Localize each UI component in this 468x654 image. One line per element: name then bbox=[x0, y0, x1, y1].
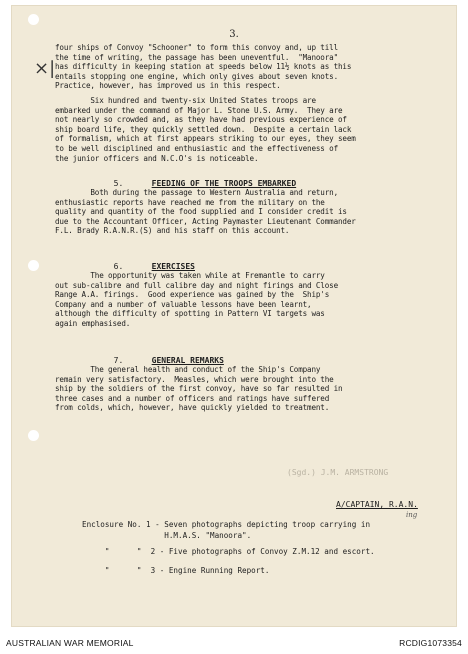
page-number: 3. bbox=[229, 29, 239, 40]
text-line: three cases and a number of officers and ratings have suffered bbox=[55, 393, 330, 403]
punch-hole bbox=[28, 430, 39, 441]
punch-hole bbox=[28, 14, 39, 25]
text-line: the time of writing, the passage has been uneventful. "Manoora" bbox=[55, 52, 338, 62]
signature-stamp: (Sgd.) J.M. ARMSTRONG bbox=[287, 468, 389, 477]
section-title: GENERAL REMARKS bbox=[151, 356, 224, 365]
footer-archive-name: AUSTRALIAN WAR MEMORIAL bbox=[6, 638, 134, 648]
section-number: 7. bbox=[113, 356, 124, 365]
section-number: 5. bbox=[113, 179, 124, 188]
section-6-body bbox=[55, 271, 435, 329]
signature-title: A/CAPTAIN, R.A.N. bbox=[336, 500, 418, 509]
text-line: remain very satisfactory. Measles, which were brought into the bbox=[55, 374, 334, 384]
text-line: although the difficulty of spotting in Pattern VI targets was bbox=[55, 309, 325, 319]
text-line: quality and quantity of the food supplied and I consider credit is bbox=[55, 207, 347, 217]
text-line: again emphasised. bbox=[55, 318, 131, 328]
text-line: has difficulty in keeping station at speeds below 11½ knots as this bbox=[55, 62, 352, 72]
section-number: 6. bbox=[113, 262, 124, 271]
text-line: Six hundred and twenty-six United States troops are bbox=[55, 96, 316, 105]
text-line: Both during the passage to Western Australia and return, bbox=[55, 188, 338, 197]
text-line: Practice, however, has improved us in this respect. bbox=[55, 81, 281, 91]
text-line: F.L. Brady R.A.N.R.(S) and his staff on this account. bbox=[55, 226, 290, 236]
text-line: embarked under the command of Major L. Stone U.S. Army. They are bbox=[55, 105, 343, 115]
text-line: of formalism, which at first appears striking to our eyes, they seem bbox=[55, 134, 356, 144]
text-line: to be well disciplined and enthusiastic and the effectiveness of bbox=[55, 143, 338, 153]
text-line: ship by the soldiers of the first convoy, have so far resulted in bbox=[55, 384, 343, 394]
section-5-heading bbox=[104, 170, 296, 188]
margin-note: ×| bbox=[34, 58, 56, 79]
handwritten-annotation: ing bbox=[406, 511, 418, 519]
text-line: four ships of Convoy "Schooner" to form this convoy and, up till bbox=[55, 43, 338, 52]
text-line: Range A.A. firings. Good experience was gained by the Ship's bbox=[55, 290, 330, 300]
text-line: enthusiastic reports have reached me from the military on the bbox=[55, 197, 325, 207]
punch-hole bbox=[28, 260, 39, 271]
text-line: The opportunity was taken while at Fremantle to carry bbox=[55, 271, 325, 280]
text-line: Company and a number of valuable lessons have been learnt, bbox=[55, 299, 312, 309]
text-line: from colds, which, however, have quickly yielded to treatment. bbox=[55, 403, 330, 413]
enclosure-line: " " 2 - Five photographs of Convoy Z.M.12 and escort. bbox=[82, 547, 375, 556]
text-line: the junior officers and N.C.O's is noticeable. bbox=[55, 153, 259, 163]
text-line: due to the Accountant Officer, Acting Paymaster Lieutenant Commander bbox=[55, 216, 356, 226]
text-line: out sub-calibre and full calibre day and night firings and Close bbox=[55, 280, 338, 290]
section-7-heading bbox=[104, 347, 224, 365]
troops-paragraph bbox=[55, 96, 435, 163]
text-line: The general health and conduct of the Ship's Company bbox=[55, 365, 321, 374]
footer-record-id: RCDIG1073354 bbox=[399, 638, 462, 648]
enclosure-line: H.M.A.S. "Manoora". bbox=[82, 531, 252, 540]
section-title: FEEDING OF THE TROOPS EMBARKED bbox=[151, 179, 297, 188]
enclosure-line: Enclosure No. 1 - Seven photographs depicting troop carrying in bbox=[82, 520, 371, 529]
text-line: not nearly so crowded and, as they have had previous experience of bbox=[55, 115, 347, 125]
text-line: ship board life, they quickly settled down. Despite a certain lack bbox=[55, 124, 352, 134]
enclosure-line: " " 3 - Engine Running Report. bbox=[82, 566, 270, 575]
section-title: EXERCISES bbox=[151, 262, 195, 271]
section-7-body bbox=[55, 365, 435, 413]
section-6-heading bbox=[104, 253, 195, 271]
text-line: entails stopping one engine, which only gives about seven knots. bbox=[55, 71, 338, 81]
section-5-body bbox=[55, 188, 435, 236]
intro-paragraph bbox=[55, 43, 435, 91]
